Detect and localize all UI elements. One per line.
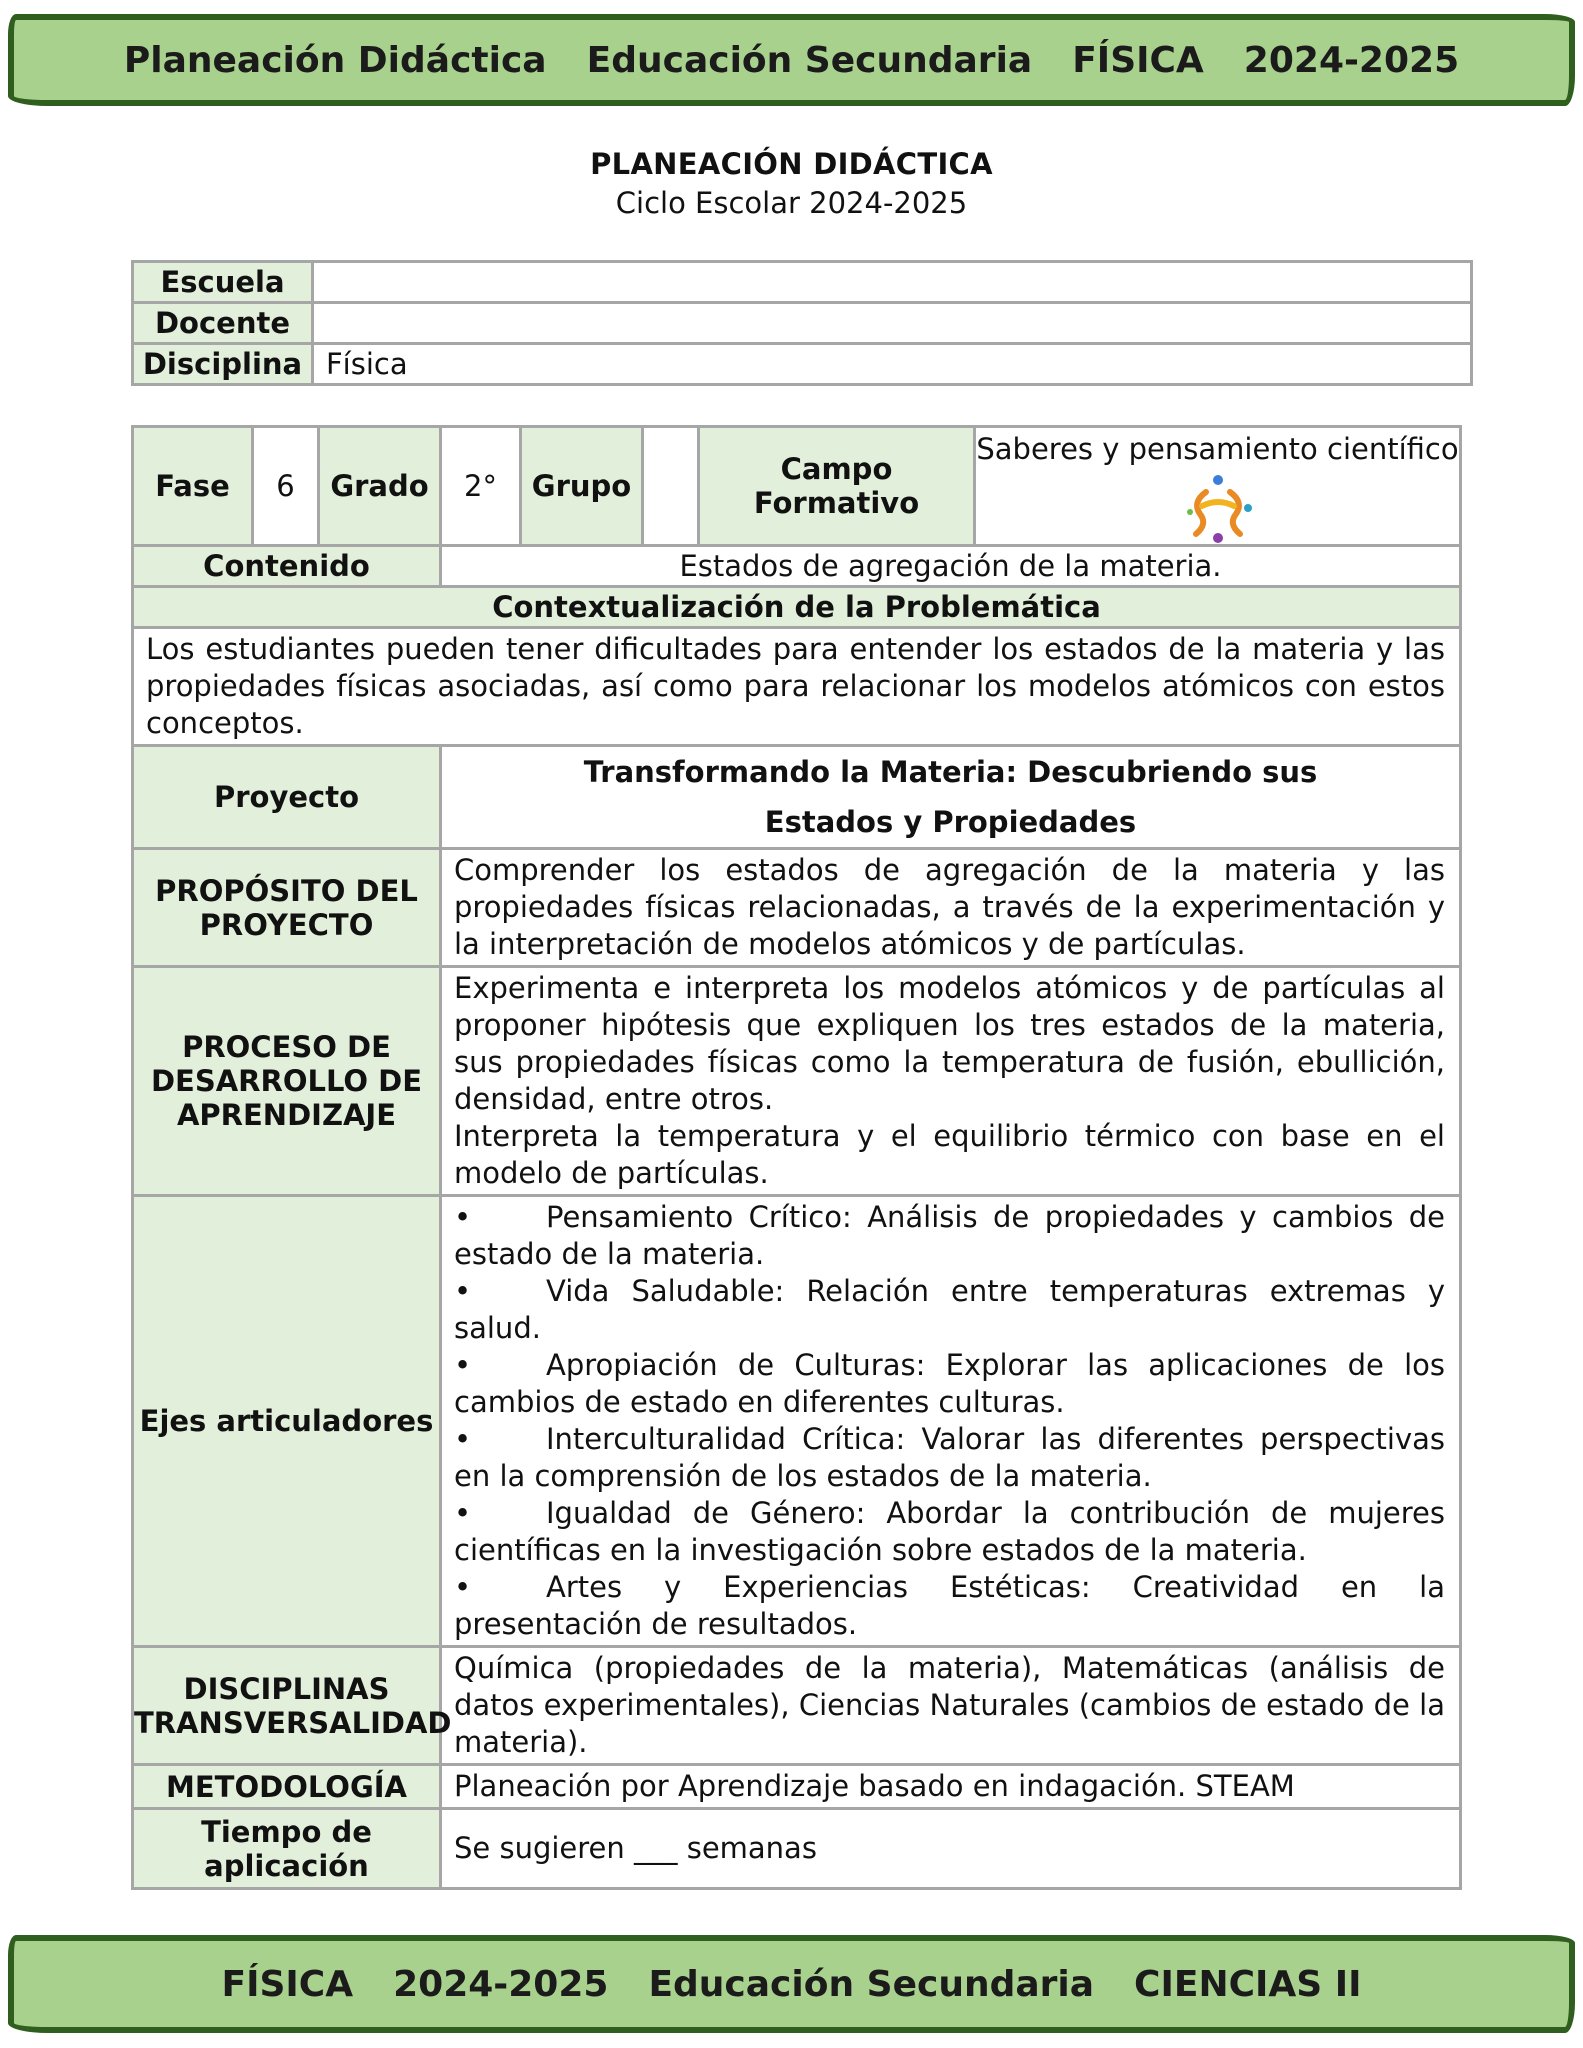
tiempo-label-line: aplicación xyxy=(204,1848,369,1883)
contenido-label: Contenido xyxy=(133,546,441,587)
docente-field[interactable] xyxy=(313,303,1472,344)
ejes-list xyxy=(441,1196,1461,1647)
bullet: • xyxy=(454,1496,472,1530)
ejes-label: Ejes articuladores xyxy=(133,1196,441,1647)
ejes-item xyxy=(454,1347,1445,1421)
identification-table xyxy=(131,260,1473,386)
disciplinas-label-line: TRANSVERSALIDAD xyxy=(134,1705,452,1740)
ejes-item-text: Interculturalidad Crítica: Valorar las diferentes perspectivas en la comprensión de los estados de la materia. xyxy=(454,1422,1445,1493)
metodologia-text: Planeación por Aprendizaje basado en indagación. STEAM xyxy=(441,1765,1461,1809)
footer-banner-part: Educación Secundaria xyxy=(648,1963,1095,2005)
planning-table xyxy=(131,425,1462,1890)
footer-banner xyxy=(8,1935,1575,2033)
disciplina-label: Disciplina xyxy=(133,344,313,385)
proceso-paragraph: Experimenta e interpreta los modelos atómicos y de partículas al proponer hipótesis que expliquen los tres estados de la materia, sus propiedades físicas como la temperatura de fusión, ebullición, densidad, entre otros. xyxy=(454,971,1445,1116)
contextualizacion-header: Contextualización de la Problemática xyxy=(133,587,1461,628)
bullet: • xyxy=(454,1570,472,1604)
ejes-item-text: Pensamiento Crítico: Análisis de propiedades y cambios de estado de la materia. xyxy=(454,1200,1445,1271)
campo-label-line: Formativo xyxy=(753,486,920,520)
saberes-pensamiento-cientifico-logo-icon xyxy=(1178,472,1258,544)
proyecto-title-line: Transformando la Materia: Descubriendo sus xyxy=(583,755,1318,789)
footer-banner-part: FÍSICA xyxy=(221,1963,354,2005)
campo-formativo-text: Saberes y pensamiento científico xyxy=(976,432,1459,466)
header-banner-part: Educación Secundaria xyxy=(586,39,1033,81)
ejes-item-text: Vida Saludable: Relación entre temperaturas extremas y salud. xyxy=(454,1274,1445,1345)
metodologia-label: METODOLOGÍA xyxy=(133,1765,441,1809)
escuela-field[interactable] xyxy=(313,262,1472,303)
tiempo-text: Se sugieren ___ semanas xyxy=(441,1809,1461,1889)
proceso-label xyxy=(133,967,441,1196)
footer-banner-part: CIENCIAS II xyxy=(1134,1963,1362,2005)
ejes-item xyxy=(454,1495,1445,1569)
proceso-paragraph: Interpreta la temperatura y el equilibrio térmico con base en el modelo de partículas. xyxy=(454,1119,1445,1190)
fase-value[interactable]: 6 xyxy=(253,427,319,546)
header-banner-part: FÍSICA xyxy=(1072,39,1204,81)
docente-label: Docente xyxy=(133,303,313,344)
proyecto-label: Proyecto xyxy=(133,746,441,849)
proposito-label xyxy=(133,849,441,967)
fase-label: Fase xyxy=(133,427,253,546)
proceso-label-line: PROCESO DE xyxy=(182,1030,391,1064)
campo-formativo-value xyxy=(975,427,1461,546)
disciplinas-label xyxy=(133,1647,452,1765)
document-subtitle: Ciclo Escolar 2024-2025 xyxy=(615,186,968,220)
ejes-item xyxy=(454,1199,1445,1273)
proposito-label-line: PROPÓSITO DEL xyxy=(155,873,418,908)
ejes-item xyxy=(454,1569,1445,1643)
footer-banner-part: 2024-2025 xyxy=(393,1963,609,2005)
ejes-item-text: Artes y Experiencias Estéticas: Creatividad en la presentación de resultados. xyxy=(454,1570,1445,1641)
grado-label: Grado xyxy=(319,427,441,546)
proceso-label-line: APRENDIZAJE xyxy=(176,1098,397,1132)
bullet: • xyxy=(454,1422,472,1456)
tiempo-label xyxy=(133,1809,441,1889)
proceso-text xyxy=(441,967,1461,1196)
proyecto-title xyxy=(441,746,1461,849)
disciplina-field[interactable]: Física xyxy=(313,344,1472,385)
proyecto-title-line: Estados y Propiedades xyxy=(764,805,1137,839)
proceso-label-line: DESARROLLO DE xyxy=(150,1064,423,1098)
tiempo-label-line: Tiempo de xyxy=(201,1814,372,1849)
disciplinas-label-line: DISCIPLINAS xyxy=(183,1671,390,1706)
proposito-text: Comprender los estados de agregación de la materia y las propiedades físicas relacionadas, a través de la experimentación y la interpretación de modelos atómicos y de partículas. xyxy=(441,849,1461,967)
ejes-item xyxy=(454,1273,1445,1347)
campo-label-line: Campo xyxy=(780,452,893,486)
bullet: • xyxy=(454,1274,472,1308)
grupo-value[interactable] xyxy=(643,427,699,546)
disciplinas-text: Química (propiedades de la materia), Matemáticas (análisis de datos experimentales), Ciencias Naturales (cambios de estado de la materia). xyxy=(441,1647,1461,1765)
header-banner-part: Planeación Didáctica xyxy=(123,39,547,81)
ejes-item xyxy=(454,1421,1445,1495)
document-title: PLANEACIÓN DIDÁCTICA xyxy=(590,147,993,181)
header-banner-part: 2024-2025 xyxy=(1243,39,1460,81)
header-banner xyxy=(8,14,1575,106)
escuela-label: Escuela xyxy=(133,262,313,303)
contextualizacion-text: Los estudiantes pueden tener dificultades para entender los estados de la materia y las propiedades físicas asociadas, así como para relacionar los modelos atómicos con estos conceptos. xyxy=(133,628,1461,746)
ejes-item-text: Apropiación de Culturas: Explorar las aplicaciones de los cambios de estado en diferentes culturas. xyxy=(454,1348,1445,1419)
campo-formativo-label xyxy=(699,427,975,546)
ejes-item-text: Igualdad de Género: Abordar la contribución de mujeres científicas en la investigación sobre estados de la materia. xyxy=(454,1496,1445,1567)
grado-value[interactable]: 2° xyxy=(441,427,521,546)
proposito-label-line: PROYECTO xyxy=(199,907,374,942)
bullet: • xyxy=(454,1348,472,1382)
grupo-label: Grupo xyxy=(521,427,643,546)
bullet: • xyxy=(454,1200,472,1234)
contenido-value: Estados de agregación de la materia. xyxy=(441,546,1461,587)
